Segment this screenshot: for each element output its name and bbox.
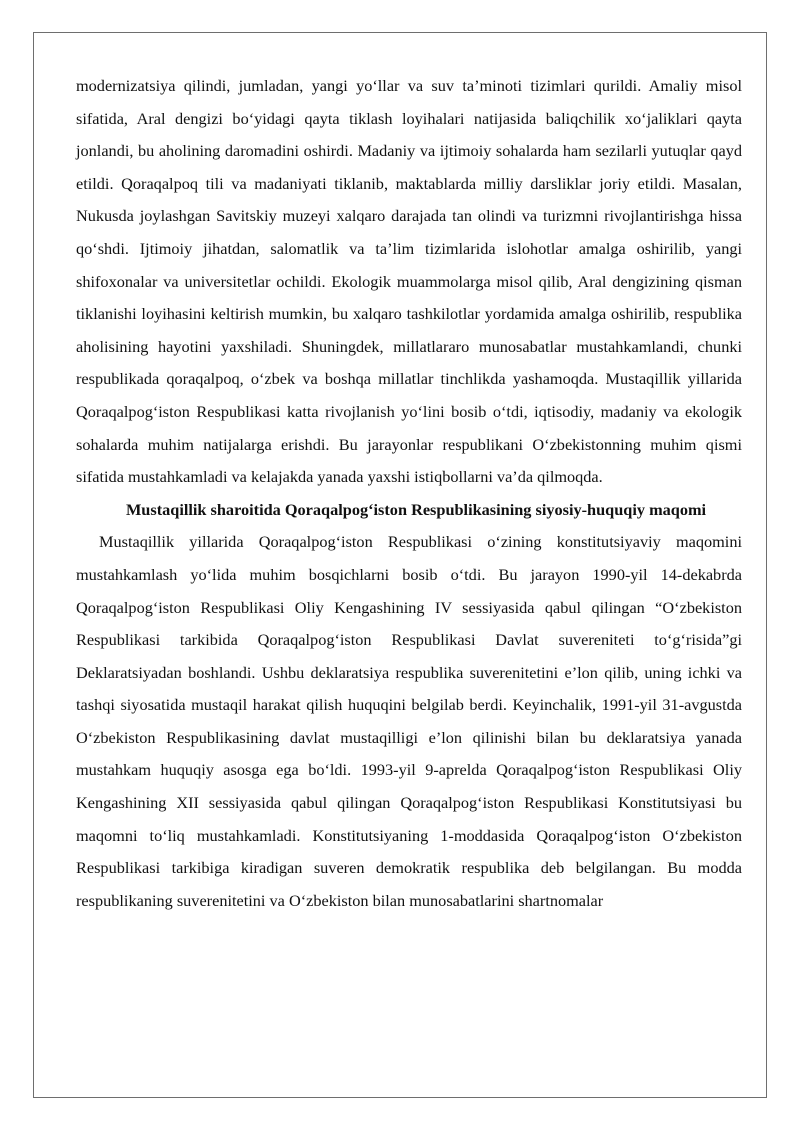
body-paragraph: modernizatsiya qilindi, jumladan, yangi yo‘llar va suv ta’minoti tizimlari qurildi. Amaliy misol sifatida, Aral dengizi bo‘yidagi qayta tiklash loyihalari natijasida baliqchilik xo‘jaliklari qayta jonlandi, bu aholining daromadini oshirdi. Madaniy va ijtimoiy sohalarda ham sezilarli yutuqlar qayd etildi. Qoraqalpoq tili va madaniyati tiklanib, maktablarda milliy darsliklar joriy etildi. Masalan, Nukusda joylashgan Savitskiy muzeyi xalqaro darajada tan olindi va turizmni rivojlantirishga hissa qo‘shdi. Ijtimoiy jihatdan, salomatlik va ta’lim tizimlarida islohotlar amalga oshirilib, yangi shifoxonalar va universitetlar ochildi. Ekologik muammolarga misol qilib, Aral dengizining qisman tiklanishi loyihasini keltirish mumkin, bu xalqaro tashkilotlar yordamida amalga oshirilib, respublika aholisining hayotini yaxshiladi. Shuningdek, millatlararo munosabatlar mustahkamlandi, chunki respublikada qoraqalpoq, o‘zbek va boshqa millatlar tinchlikda yashamoqda. Mustaqillik yillarida Qoraqalpog‘iston Respublikasi katta rivojlanish yo‘lini bosib o‘tdi, iqtisodiy, madaniy va ekologik sohalarda muhim natijalarga erishdi. Bu jarayonlar respublikani O‘zbekistonning muhim qismi sifatida mustahkamladi va kelajakda yanada yaxshi istiqbollarni va’da qilmoqda. (76, 76, 742, 487)
section-heading: Mustaqillik sharoitida Qoraqalpog‘iston Respublikasining siyosiy-huquqiy maqomi (125, 499, 707, 519)
document-body (76, 70, 742, 917)
body-paragraph: Mustaqillik yillarida Qoraqalpog‘iston Respublikasi o‘zining konstitutsiyaviy maqomini mustahkamlash yo‘lida muhim bosqichlarni bosib o‘tdi. Bu jarayon 1990-yil 14-dekabrda Qoraqalpog‘iston Respublikasi Oliy Kengashining IV sessiyasida qabul qilingan “O‘zbekiston Respublikasi tarkibida Qoraqalpog‘iston Respublikasi Davlat suvereniteti to‘g‘risida”gi Deklaratsiyadan boshlandi. Ushbu deklaratsiya respublika suverenitetini e’lon qilib, uning ichki va tashqi siyosatida mustaqil harakat qilish huquqini belgilab berdi. Keyinchalik, 1991-yil 31-avgustda O‘zbekiston Respublikasining davlat mustaqilligi e’lon qilinishi bilan bu deklaratsiya yanada mustahkam huquqiy asosga ega bo‘ldi. 1993-yil 9-aprelda Qoraqalpog‘iston Respublikasi Oliy Kengashining XII sessiyasida qabul qilingan Qoraqalpog‘iston Respublikasi Konstitutsiyasi bu maqomni to‘liq mustahkamladi. Konstitutsiyaning 1-moddasida Qoraqalpog‘iston O‘zbekiston Respublikasi tarkibiga kiradigan suveren demokratik respublika deb belgilangan. Bu modda respublikaning suverenitetini va O‘zbekiston bilan munosabatlarini shartnomalar (76, 532, 742, 910)
